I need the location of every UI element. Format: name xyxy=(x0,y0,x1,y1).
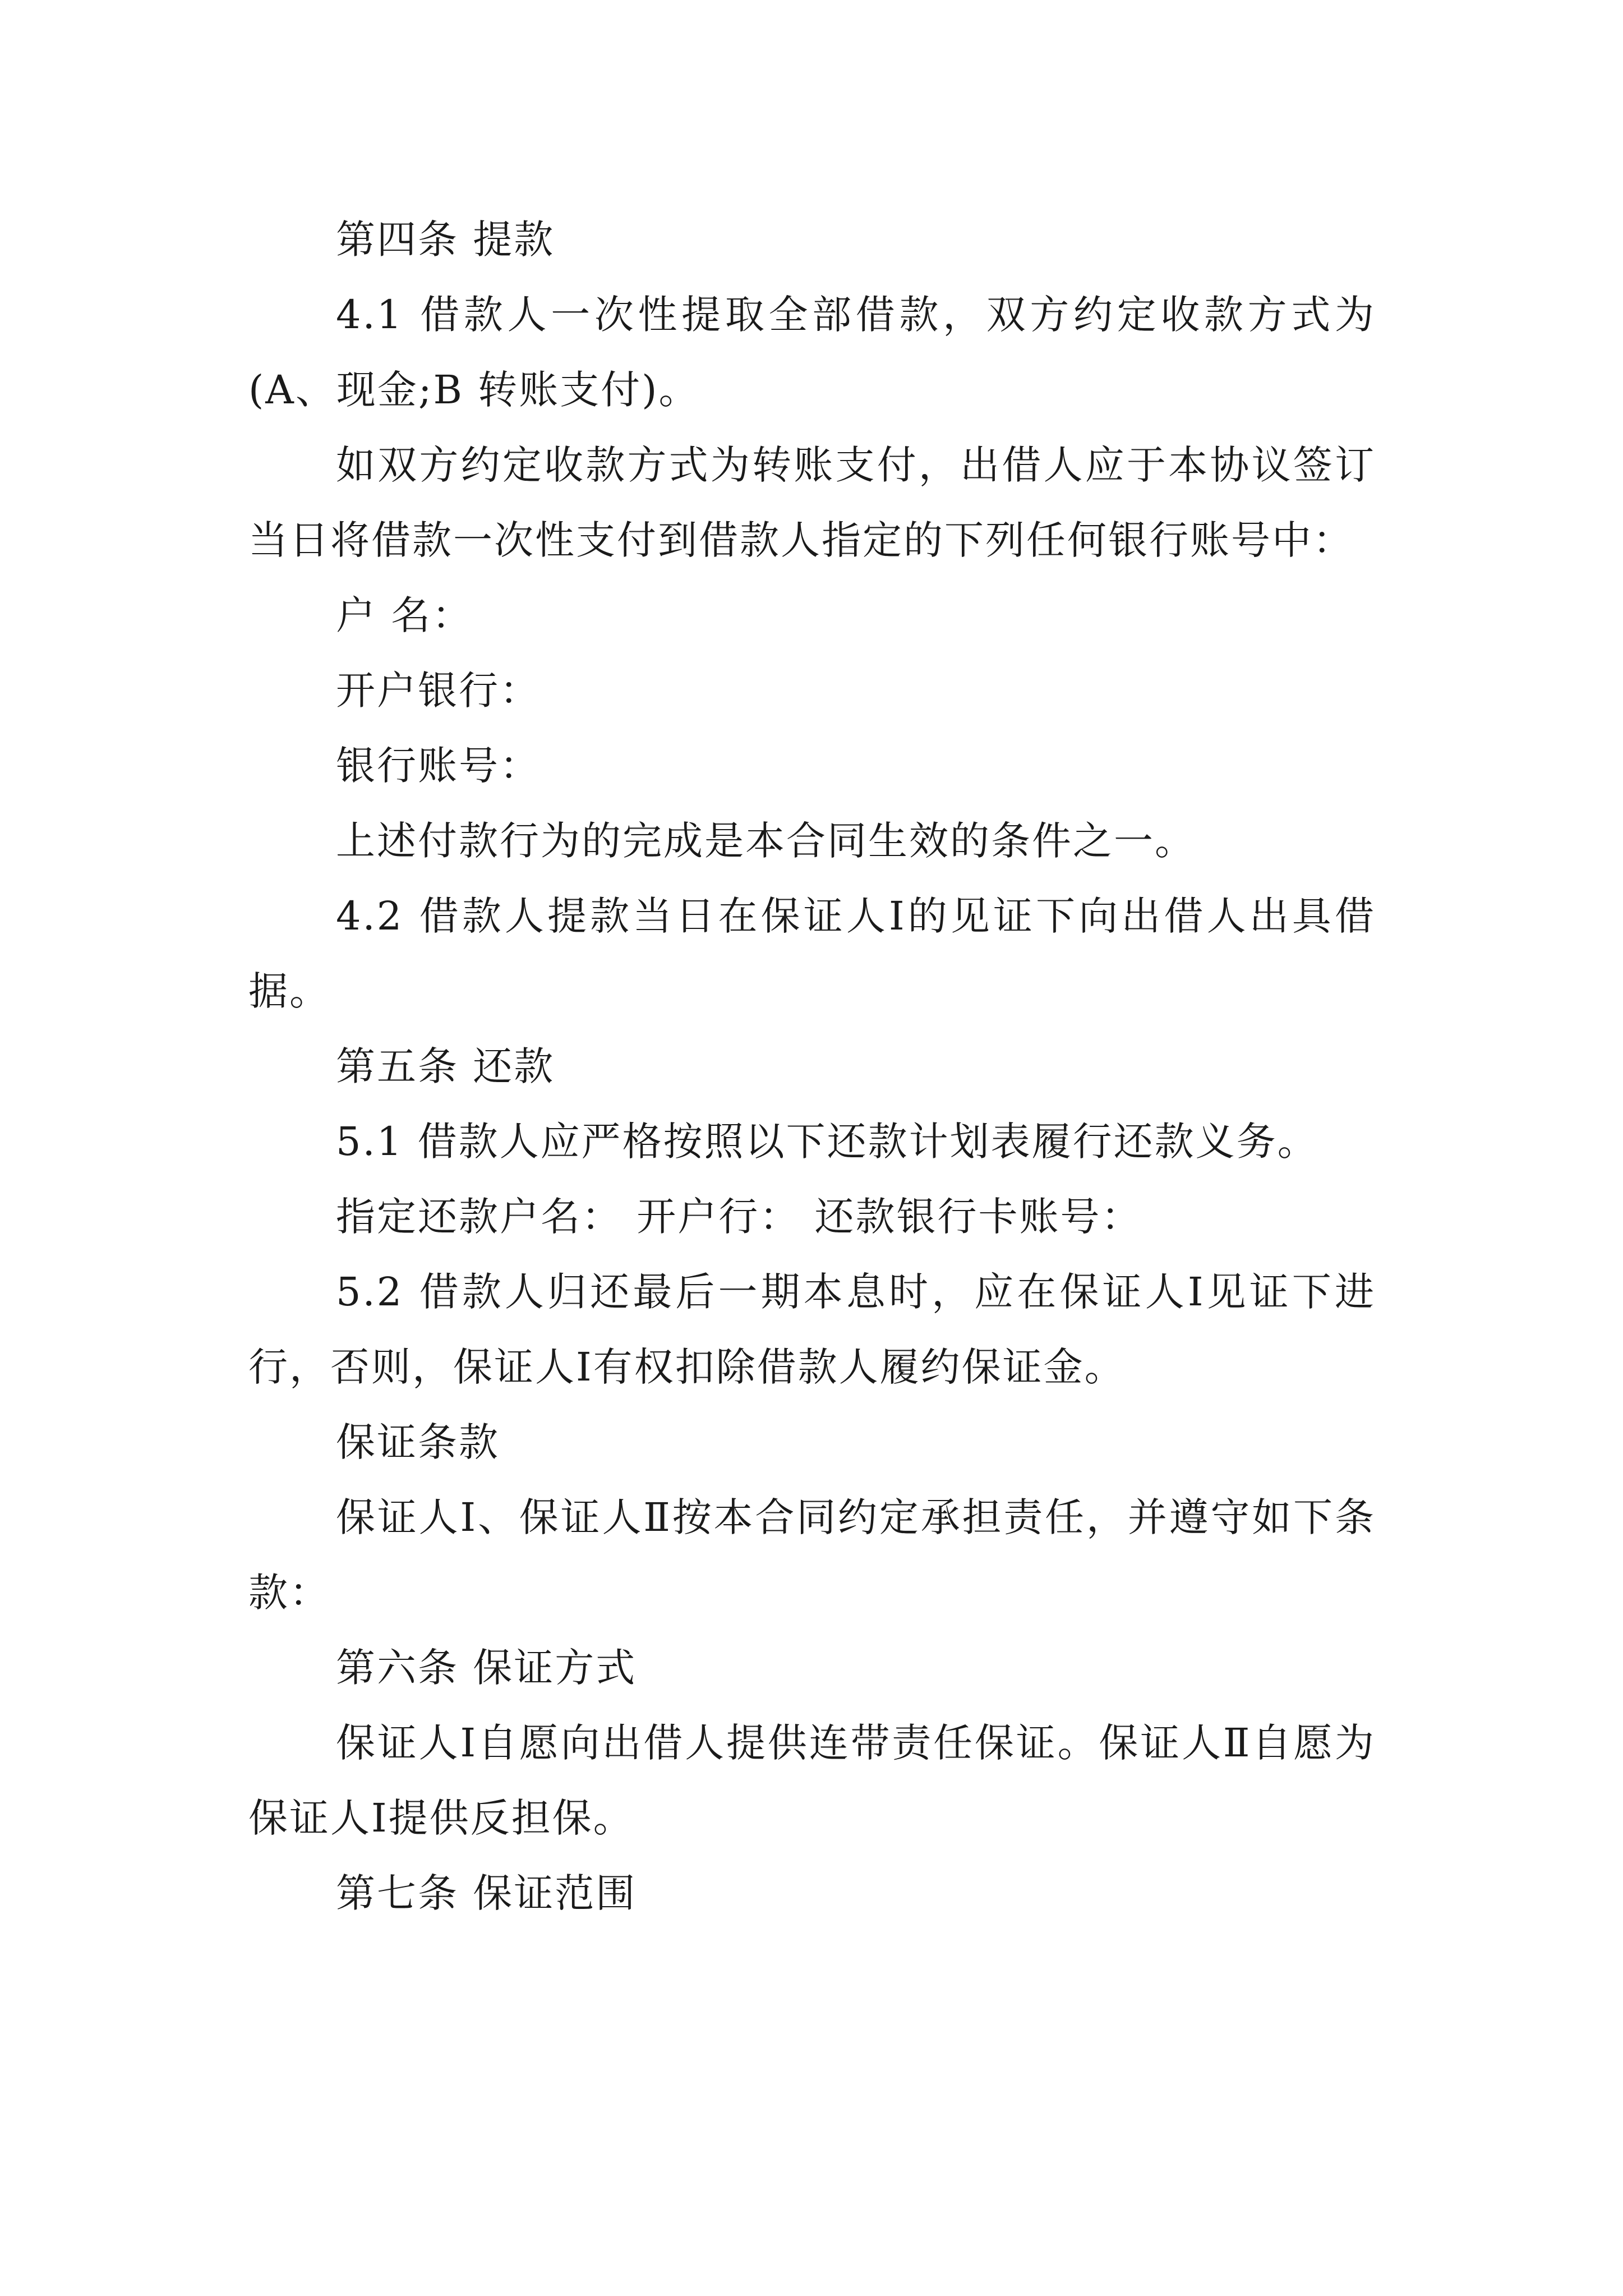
article-5-heading: 第五条 还款 xyxy=(336,1043,555,1089)
article-7-heading: 第七条 保证范围 xyxy=(336,1870,637,1916)
guarantee-section-heading: 保证条款 xyxy=(336,1419,500,1465)
document-body xyxy=(248,202,1376,1931)
payment-condition-paragraph: 上述付款行为的完成是本合同生效的条件之一。 xyxy=(336,818,1196,864)
bank-name-field: 开户银行： xyxy=(336,668,541,714)
transfer-instruction-paragraph: 如双方约定收款方式为转账支付，出借人应于本协议签订当日将借款一次性支付到借款人指定的下列任何银行账号中： xyxy=(248,442,1376,563)
account-name-field: 户 名： xyxy=(336,592,473,638)
article-6-heading: 第六条 保证方式 xyxy=(336,1645,637,1691)
account-number-field: 银行账号： xyxy=(336,743,541,789)
clause-4-2: 4.2 借款人提款当日在保证人Ⅰ的见证下向出借人出具借据。 xyxy=(248,893,1376,1014)
clause-5-2: 5.2 借款人归还最后一期本息时，应在保证人Ⅰ见证下进行，否则，保证人Ⅰ有权扣除借款人履约保证金。 xyxy=(248,1269,1376,1390)
guarantee-intro-paragraph: 保证人Ⅰ、保证人Ⅱ按本合同约定承担责任，并遵守如下条款： xyxy=(248,1494,1376,1616)
article-4-heading: 第四条 提款 xyxy=(336,217,555,263)
guarantee-method-paragraph: 保证人Ⅰ自愿向出借人提供连带责任保证。保证人Ⅱ自愿为保证人Ⅰ提供反担保。 xyxy=(248,1720,1376,1841)
clause-5-1: 5.1 借款人应严格按照以下还款计划表履行还款义务。 xyxy=(336,1119,1318,1165)
clause-4-1: 4.1 借款人一次性提取全部借款，双方约定收款方式为(A、现金;B 转账支付)。 xyxy=(248,292,1376,413)
repayment-account-line: 指定还款户名： 开户行： 还款银行卡账号： xyxy=(336,1194,1142,1240)
